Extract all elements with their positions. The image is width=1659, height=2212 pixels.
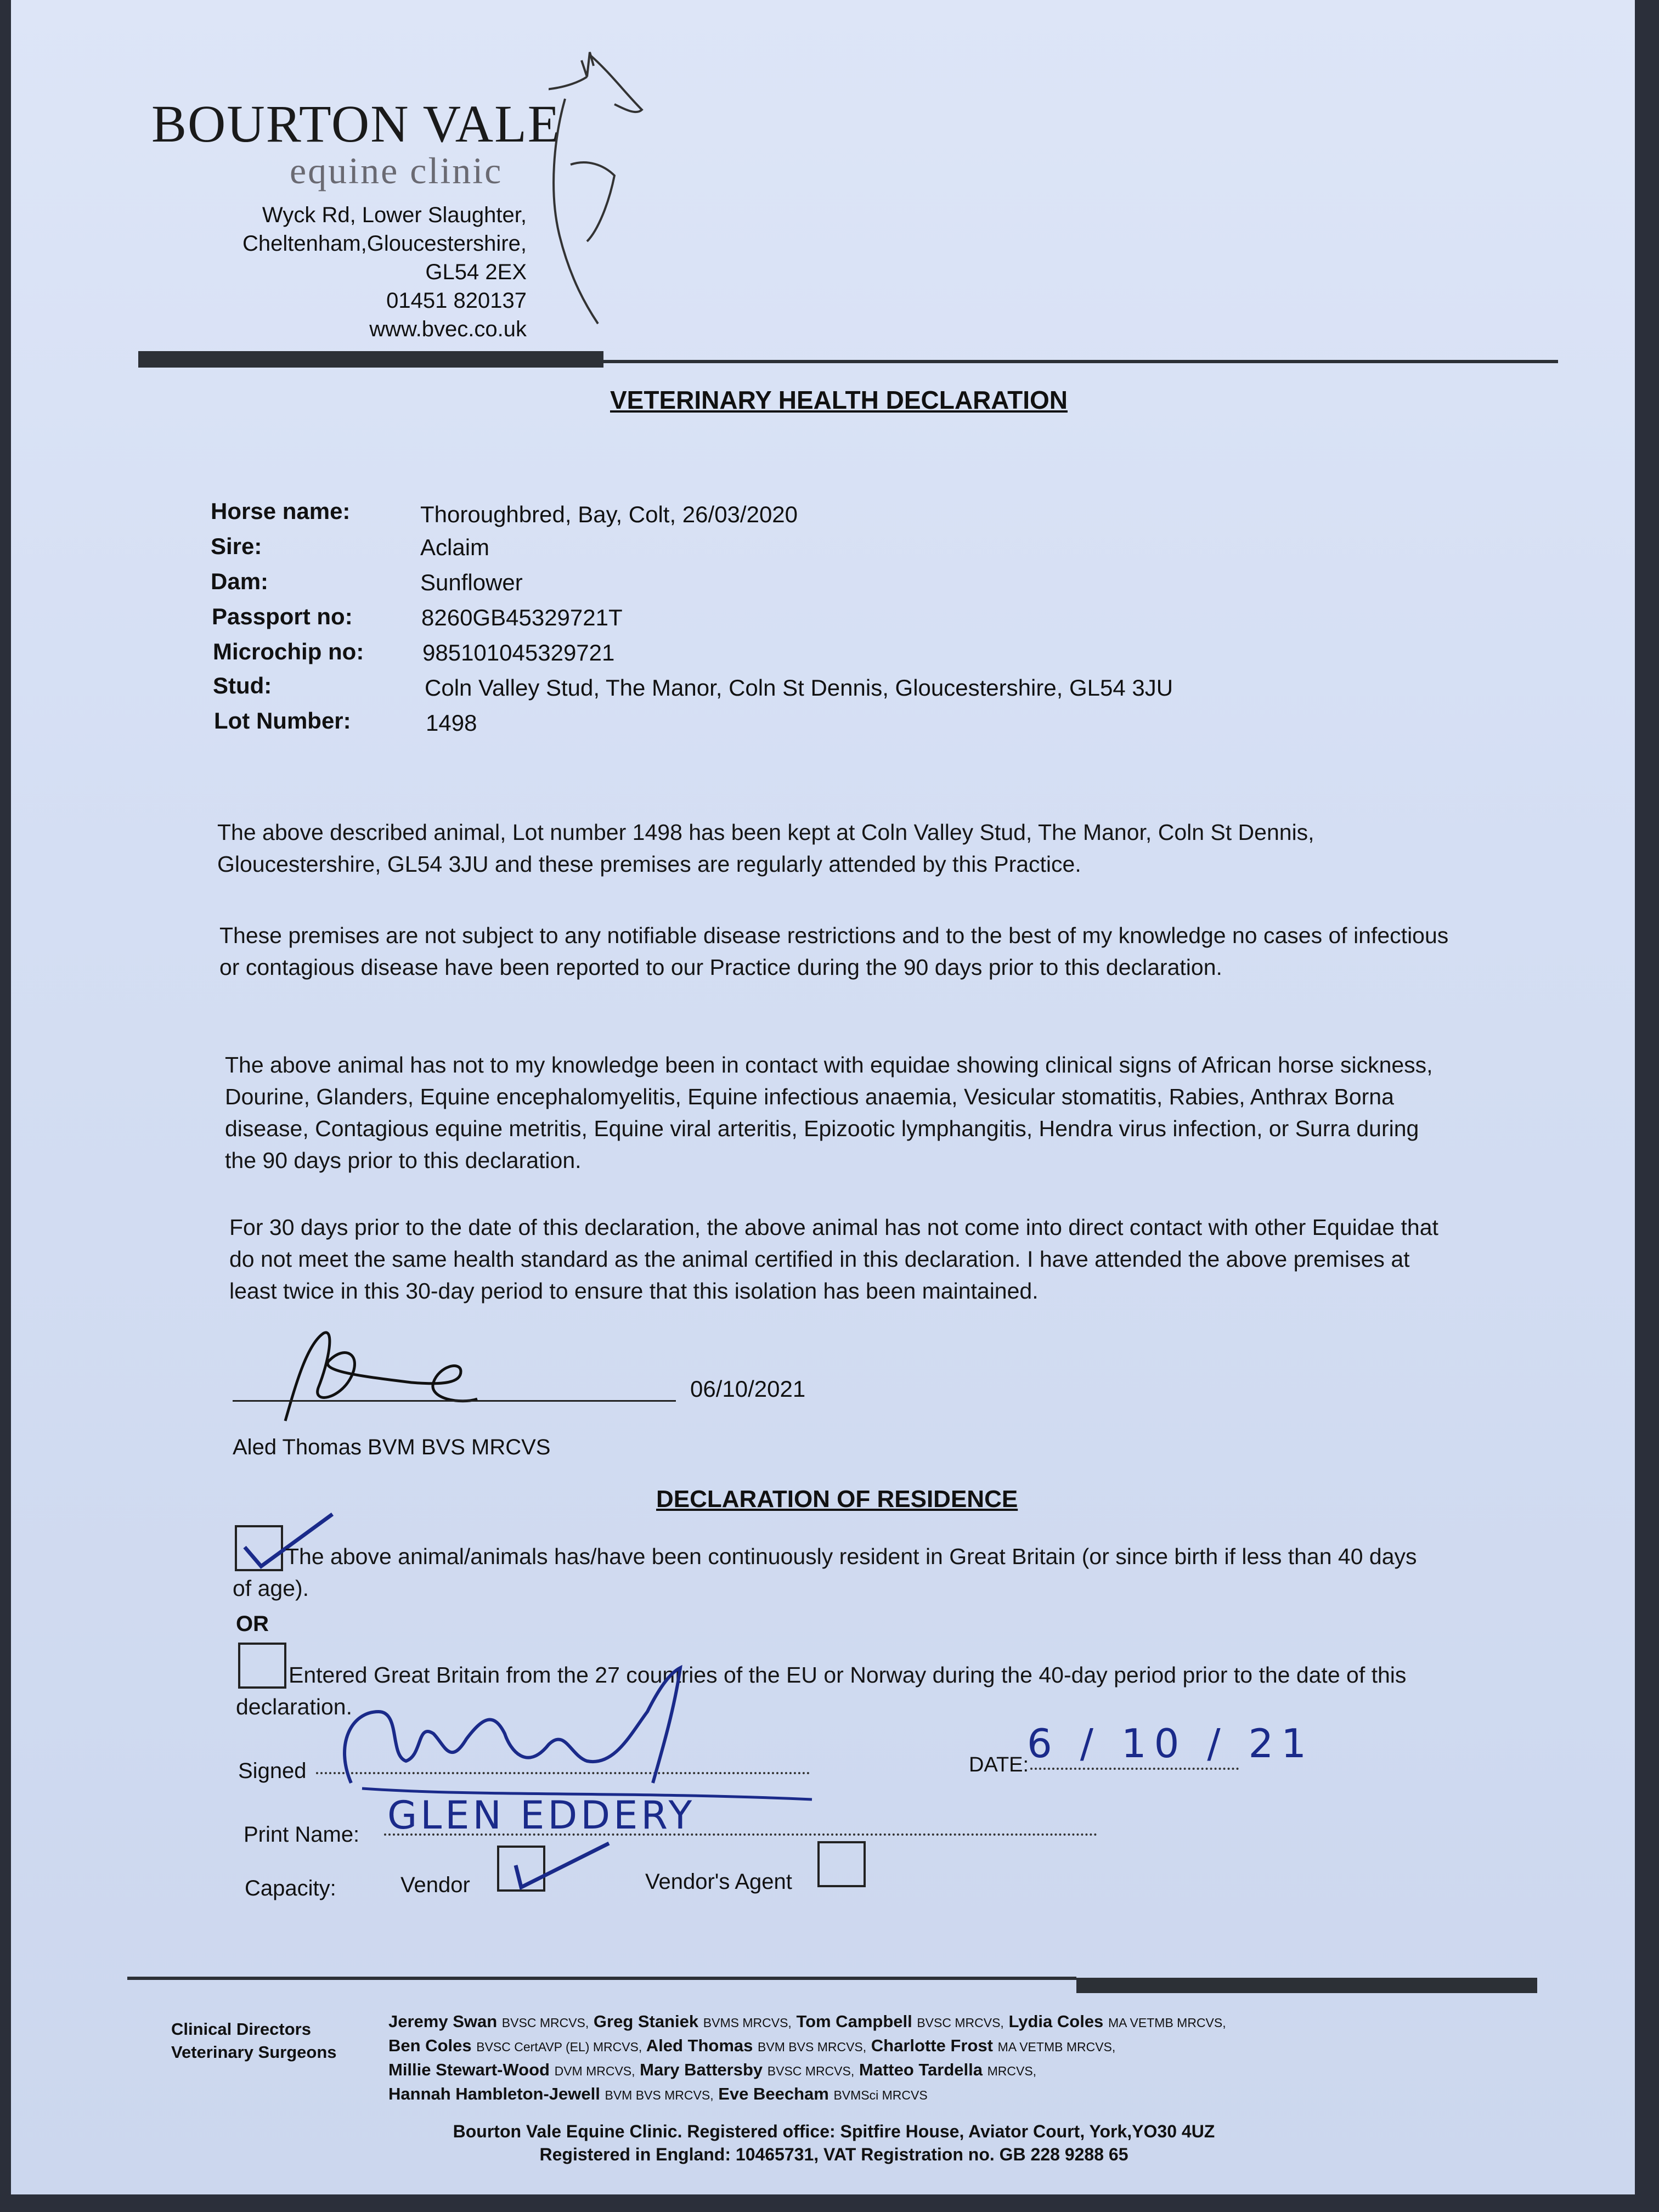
staff-name: Ben Coles bbox=[388, 2036, 472, 2055]
detail-label: Lot Number: bbox=[214, 708, 351, 733]
detail-label: Stud: bbox=[213, 673, 272, 698]
vet-signature-line bbox=[233, 1400, 676, 1402]
vet-name: Aled Thomas BVM BVS MRCVS bbox=[233, 1435, 551, 1459]
date-label: DATE: bbox=[969, 1753, 1029, 1776]
staff-quals: DVM MRCVS, bbox=[554, 2064, 635, 2078]
phone-number: 01451 820137 bbox=[386, 289, 527, 313]
address-line: Cheltenham,Gloucestershire, bbox=[242, 232, 527, 256]
vendor-signature-icon bbox=[318, 1662, 823, 1805]
clinic-name: BOURTON VALE bbox=[151, 94, 561, 153]
detail-value: 8260GB45329721T bbox=[421, 605, 623, 630]
detail-label: Microchip no: bbox=[213, 639, 364, 664]
staff-quals: MA VETMB MRCVS, bbox=[1108, 2016, 1226, 2030]
residence-title: DECLARATION OF RESIDENCE bbox=[656, 1486, 1018, 1513]
staff-quals: BVMS MRCVS, bbox=[703, 2016, 792, 2030]
declaration-page bbox=[11, 0, 1635, 2194]
staff-name: Aled Thomas bbox=[646, 2036, 753, 2055]
staff-name: Mary Battersby bbox=[640, 2060, 763, 2079]
residence-option-1: The above animal/animals has/have been continuously resident in Great Britain (or since birth if less than 40 days of age). bbox=[233, 1544, 1417, 1601]
staff-name: Jeremy Swan bbox=[388, 2012, 498, 2031]
staff-name: Charlotte Frost bbox=[871, 2036, 993, 2055]
staff-name: Millie Stewart-Wood bbox=[388, 2060, 550, 2079]
or-label: OR bbox=[236, 1612, 269, 1636]
staff-line bbox=[388, 2010, 1226, 2034]
staff-line bbox=[388, 2034, 1226, 2058]
date-line[interactable] bbox=[1030, 1768, 1239, 1770]
staff-line bbox=[388, 2058, 1226, 2083]
detail-label: Sire: bbox=[211, 533, 262, 559]
address-line: GL54 2EX bbox=[425, 260, 527, 284]
detail-value: 1498 bbox=[426, 710, 477, 736]
clinic-address bbox=[176, 201, 527, 343]
staff-quals: BVSC MRCVS, bbox=[767, 2064, 855, 2078]
staff-name: Lydia Coles bbox=[1008, 2012, 1104, 2031]
detail-label: Horse name: bbox=[211, 498, 351, 524]
detail-label: Passport no: bbox=[212, 603, 353, 629]
footer-roles bbox=[171, 2018, 337, 2064]
detail-value: 985101045329721 bbox=[422, 640, 615, 665]
vendor-label: Vendor bbox=[400, 1873, 470, 1897]
staff-name: Tom Campbell bbox=[796, 2012, 912, 2031]
staff-quals: BVSC MRCVS, bbox=[501, 2016, 589, 2030]
header-divider-thick bbox=[138, 351, 603, 368]
vet-signature-date: 06/10/2021 bbox=[690, 1376, 806, 1402]
staff-quals: BVM BVS MRCVS, bbox=[605, 2088, 714, 2102]
paragraph-disease: These premises are not subject to any notifiable disease restrictions and to the best of my knowledge no cases of infectious or contagious disease have been reported to our Practice during the 90 days prior to this declaration. bbox=[219, 923, 1449, 980]
signed-label: Signed bbox=[238, 1759, 307, 1783]
capacity-label: Capacity: bbox=[245, 1876, 336, 1900]
clinic-subtitle: equine clinic bbox=[290, 150, 503, 191]
paragraph-premises: The above described animal, Lot number 1498 has been kept at Coln Valley Stud, The Manor, Coln St Dennis, Gloucestershire, GL54 3JU and these premises are regularly attended by this Practice. bbox=[217, 820, 1314, 877]
staff-quals: MRCVS, bbox=[987, 2064, 1037, 2078]
registration-numbers: Registered in England: 10465731, VAT Registration no. GB 228 9288 65 bbox=[539, 2145, 1128, 2164]
detail-label: Dam: bbox=[211, 568, 269, 594]
print-name-label: Print Name: bbox=[244, 1822, 360, 1847]
vet-signature-icon bbox=[230, 1322, 592, 1432]
footer-divider-thin bbox=[127, 1977, 1076, 1980]
footer-staff bbox=[388, 2010, 1226, 2107]
staff-name: Matteo Tardella bbox=[859, 2060, 983, 2079]
residence-option-2: Entered Great Britain from the 27 countries of the EU or Norway during the 40-day period prior to the date of this declaration. bbox=[236, 1662, 1407, 1719]
detail-value: Thoroughbred, Bay, Colt, 26/03/2020 bbox=[420, 501, 798, 527]
detail-value: Sunflower bbox=[420, 569, 523, 595]
address-line: Wyck Rd, Lower Slaughter, bbox=[262, 203, 527, 227]
staff-quals: MA VETMB MRCVS, bbox=[997, 2040, 1116, 2054]
staff-quals: BVM BVS MRCVS, bbox=[758, 2040, 867, 2054]
paragraph-isolation: For 30 days prior to the date of this declaration, the above animal has not come into direct contact with other Equidae that do not meet the same health standard as the animal certified in this declaration. I have attended the above premises at least twice in this 30-day period to ensure that this isolation has been maintained. bbox=[229, 1215, 1438, 1304]
role-label: Clinical Directors bbox=[171, 2019, 311, 2039]
checkmark-icon bbox=[505, 1832, 614, 1898]
header-divider-thin bbox=[603, 360, 1558, 363]
staff-quals: BVSC MRCVS, bbox=[917, 2016, 1004, 2030]
staff-name: Eve Beecham bbox=[718, 2084, 829, 2103]
detail-value: Coln Valley Stud, The Manor, Coln St Dennis, Gloucestershire, GL54 3JU bbox=[425, 675, 1173, 701]
date-handwritten: 6 / 10 / 21 bbox=[1027, 1720, 1314, 1767]
website-link[interactable]: www.bvec.co.uk bbox=[369, 317, 527, 341]
paragraph-contact: The above animal has not to my knowledge been in contact with equidae showing clinical signs of African horse sickness, Dourine, Glanders, Equine encephalomyelitis, Equine infectious anaemia, Vesicular stomatitis, Rabies, Anthrax Borna disease, Contagious equine metritis, Equine viral arteritis, Epizootic lymphangitis, Hendra virus infection, or Surra during the 90 days prior to this declaration. bbox=[225, 1052, 1433, 1173]
staff-line bbox=[388, 2083, 1226, 2107]
horse-logo-icon bbox=[549, 27, 658, 335]
staff-quals: BVSC CertAVP (EL) MRCVS, bbox=[476, 2040, 642, 2054]
document-title: VETERINARY HEALTH DECLARATION bbox=[610, 386, 1068, 414]
role-label: Veterinary Surgeons bbox=[171, 2042, 337, 2062]
registered-office: Bourton Vale Equine Clinic. Registered office: Spitfire House, Aviator Court, York,YO30 4UZ bbox=[453, 2121, 1215, 2141]
footer-registration bbox=[362, 2120, 1306, 2166]
staff-name: Greg Staniek bbox=[593, 2012, 699, 2031]
vendors-agent-checkbox[interactable] bbox=[817, 1841, 866, 1887]
detail-value: Aclaim bbox=[420, 534, 490, 560]
staff-quals: BVMSci MRCVS bbox=[833, 2088, 928, 2102]
vendors-agent-label: Vendor's Agent bbox=[645, 1870, 792, 1894]
print-name-handwritten: GLEN EDDERY bbox=[387, 1793, 696, 1838]
staff-name: Hannah Hambleton-Jewell bbox=[388, 2084, 600, 2103]
footer-divider-thick bbox=[1076, 1978, 1537, 1993]
